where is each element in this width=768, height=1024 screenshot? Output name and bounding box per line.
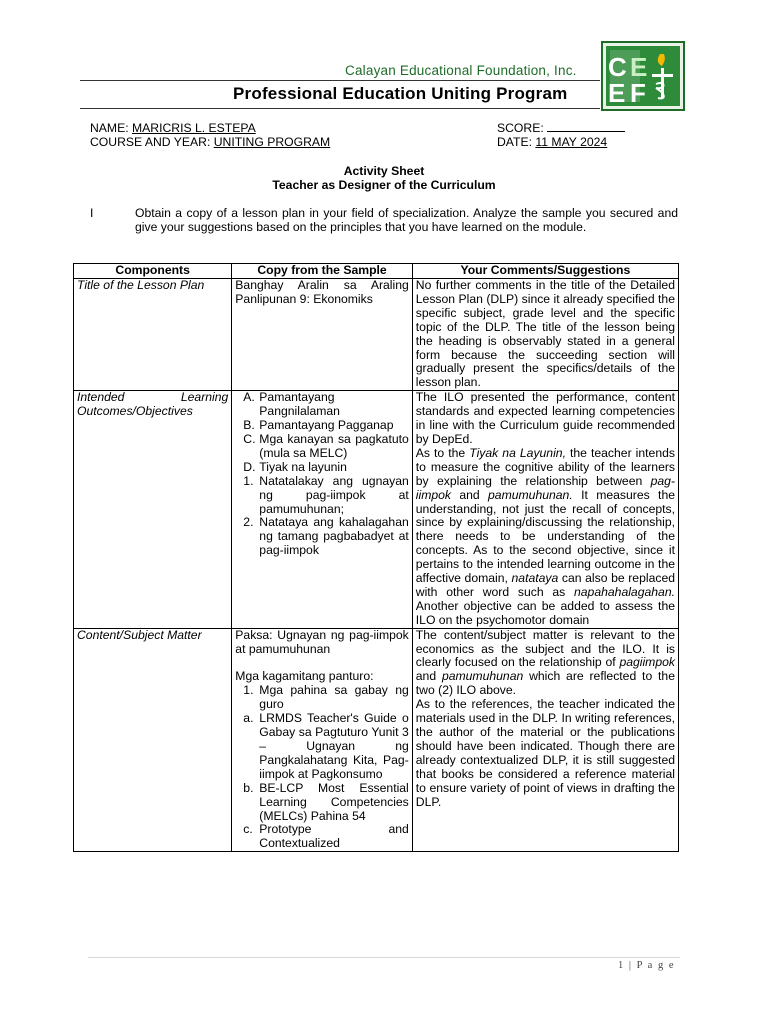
materials-label: Mga kagamitang panturo: (235, 669, 374, 684)
analysis-table (73, 263, 679, 852)
row-component-content: Content/Subject Matter (74, 628, 232, 852)
course-line (90, 135, 330, 149)
header-components: Components (74, 264, 232, 279)
spacer (235, 656, 408, 670)
svg-text:E: E (630, 52, 648, 82)
list-item: 2. Natataya ang kahalagahan ng tamang pagbabadyet at pag-iimpok (243, 515, 409, 558)
row-sample-content (232, 628, 412, 852)
name-label: NAME: (90, 121, 129, 135)
row-component-title: Title of the Lesson Plan (74, 279, 232, 391)
list-item: A. Pamantayang Pangnilalaman (243, 390, 340, 419)
list-item: C. Mga kanayan sa pagkatuto (mula sa MELC) (243, 431, 409, 460)
list-item: B. Pamantayang Pagganap (243, 418, 394, 433)
course-label: COURSE AND YEAR: (90, 135, 211, 149)
row-sample-ilo (232, 391, 412, 628)
header-divider-top (80, 80, 600, 81)
table-row (74, 391, 679, 628)
header-divider-bottom (80, 108, 600, 109)
score-line (497, 121, 625, 135)
instruction-text: Obtain a copy of a lesson plan in your field of specialization. Analyze the sample you secured and give your suggestions based on the principles that you have learned on the module. (135, 206, 678, 234)
score-label: SCORE: (497, 121, 544, 135)
content-comment-paragraph-1: The content/subject matter is relevant to the economics as the subject and the ILO. It is clearly focused on the relationship of pagiimpok and pamumuhunan which are reflected to the two (2) ILO above. (415, 627, 675, 698)
organization-name: Calayan Educational Foundation, Inc. (345, 63, 577, 78)
materials-list (235, 684, 408, 851)
program-title: Professional Education Uniting Program (233, 84, 568, 103)
table-header-row (74, 264, 679, 279)
ilo-comment-paragraph-1: The ILO presented the performance, content standards and expected learning competencies in line with the Curriculum guide recommended by DepEd. (415, 390, 675, 446)
name-line (90, 121, 256, 135)
date-label: DATE: (497, 135, 532, 149)
activity-title: Activity Sheet (343, 164, 425, 178)
list-item: D. Tiyak na layunin (243, 459, 347, 474)
score-blank (547, 121, 625, 132)
content-comment-paragraph-2: As to the references, the teacher indicated the materials used in the DLP. In writing references, the author of the material or the publications should have been indicated. Though there are already contextualized DLP, it is still suggested that books be considered a reference material to ensure variety of point of views in drafting the DLP. (415, 697, 675, 809)
row-sample-title: Banghay Aralin sa Araling Panlipunan 9: Ekonomiks (232, 279, 412, 391)
activity-subtitle: Teacher as Designer of the Curriculum (272, 178, 496, 192)
svg-text:C: C (608, 52, 627, 82)
ilo-comment-paragraph-2: As to the Tiyak na Layunin, the teacher intends to measure the cognitive ability of the learners by explaining the relationship between pag-iimpok and pamumuhunan. It measures the understanding, not just the recall of concepts, since by explaining/discussing the relationship, there needs to be understanding of the concepts. As to the second objective, since it pertains to the intended learning outcome in the affective domain, natataya can also be replaced with other word such as napahahalagahan. Another objective can be added to assess the ILO on the psychomotor domain (415, 445, 675, 627)
row-component-ilo: Intended Learning Outcomes/Objectives (74, 391, 232, 628)
footer-divider (88, 957, 680, 958)
instruction-number: I (90, 206, 94, 220)
header-copy-from-sample: Copy from the Sample (232, 264, 412, 279)
date-line (497, 135, 607, 149)
ilo-list (235, 391, 408, 558)
row-comment-content (412, 628, 678, 852)
list-item: b. BE-LCP Most Essential Learning Competencies (MELCs) Pahina 54 (243, 780, 409, 823)
date-value: 11 MAY 2024 (535, 135, 608, 149)
svg-text:F: F (630, 78, 646, 108)
cef-logo-icon (600, 40, 686, 112)
list-item: 1. Natatalakay ang ugnayan ng pag-iimpok at pamumuhunan; (243, 473, 409, 516)
list-item: a. LRMDS Teacher's Guide o Gabay sa Pagtuturo Yunit 3 – Ugnayan ng Pangkalahatang Kita, Pag-iimpok at Pagkonsumo (243, 711, 409, 781)
row-comment-ilo (412, 391, 678, 628)
header-comments: Your Comments/Suggestions (412, 264, 678, 279)
list-item: 1. Mga pahina sa gabay ng guro (243, 683, 409, 712)
list-item: c. Prototype and Contextualized (243, 822, 409, 851)
table-row (74, 628, 679, 852)
name-value: MARICRIS L. ESTEPA (132, 121, 256, 135)
page-number: 1 | P a g e (618, 960, 675, 971)
svg-text:E: E (608, 78, 626, 108)
course-value: UNITING PROGRAM (213, 135, 331, 149)
row-comment-title: No further comments in the title of the Detailed Lesson Plan (DLP) since it already specified the specific subject, grade level and the specific topic of the DLP. The title of the lesson being the heading is observably stated in a general form because the succeeding section will gradually present the specifics/details of the lesson plan. (412, 279, 678, 391)
content-topic: Paksa: Ugnayan ng pag-iimpok at pamumuhunan (235, 627, 409, 656)
table-row (74, 279, 679, 391)
